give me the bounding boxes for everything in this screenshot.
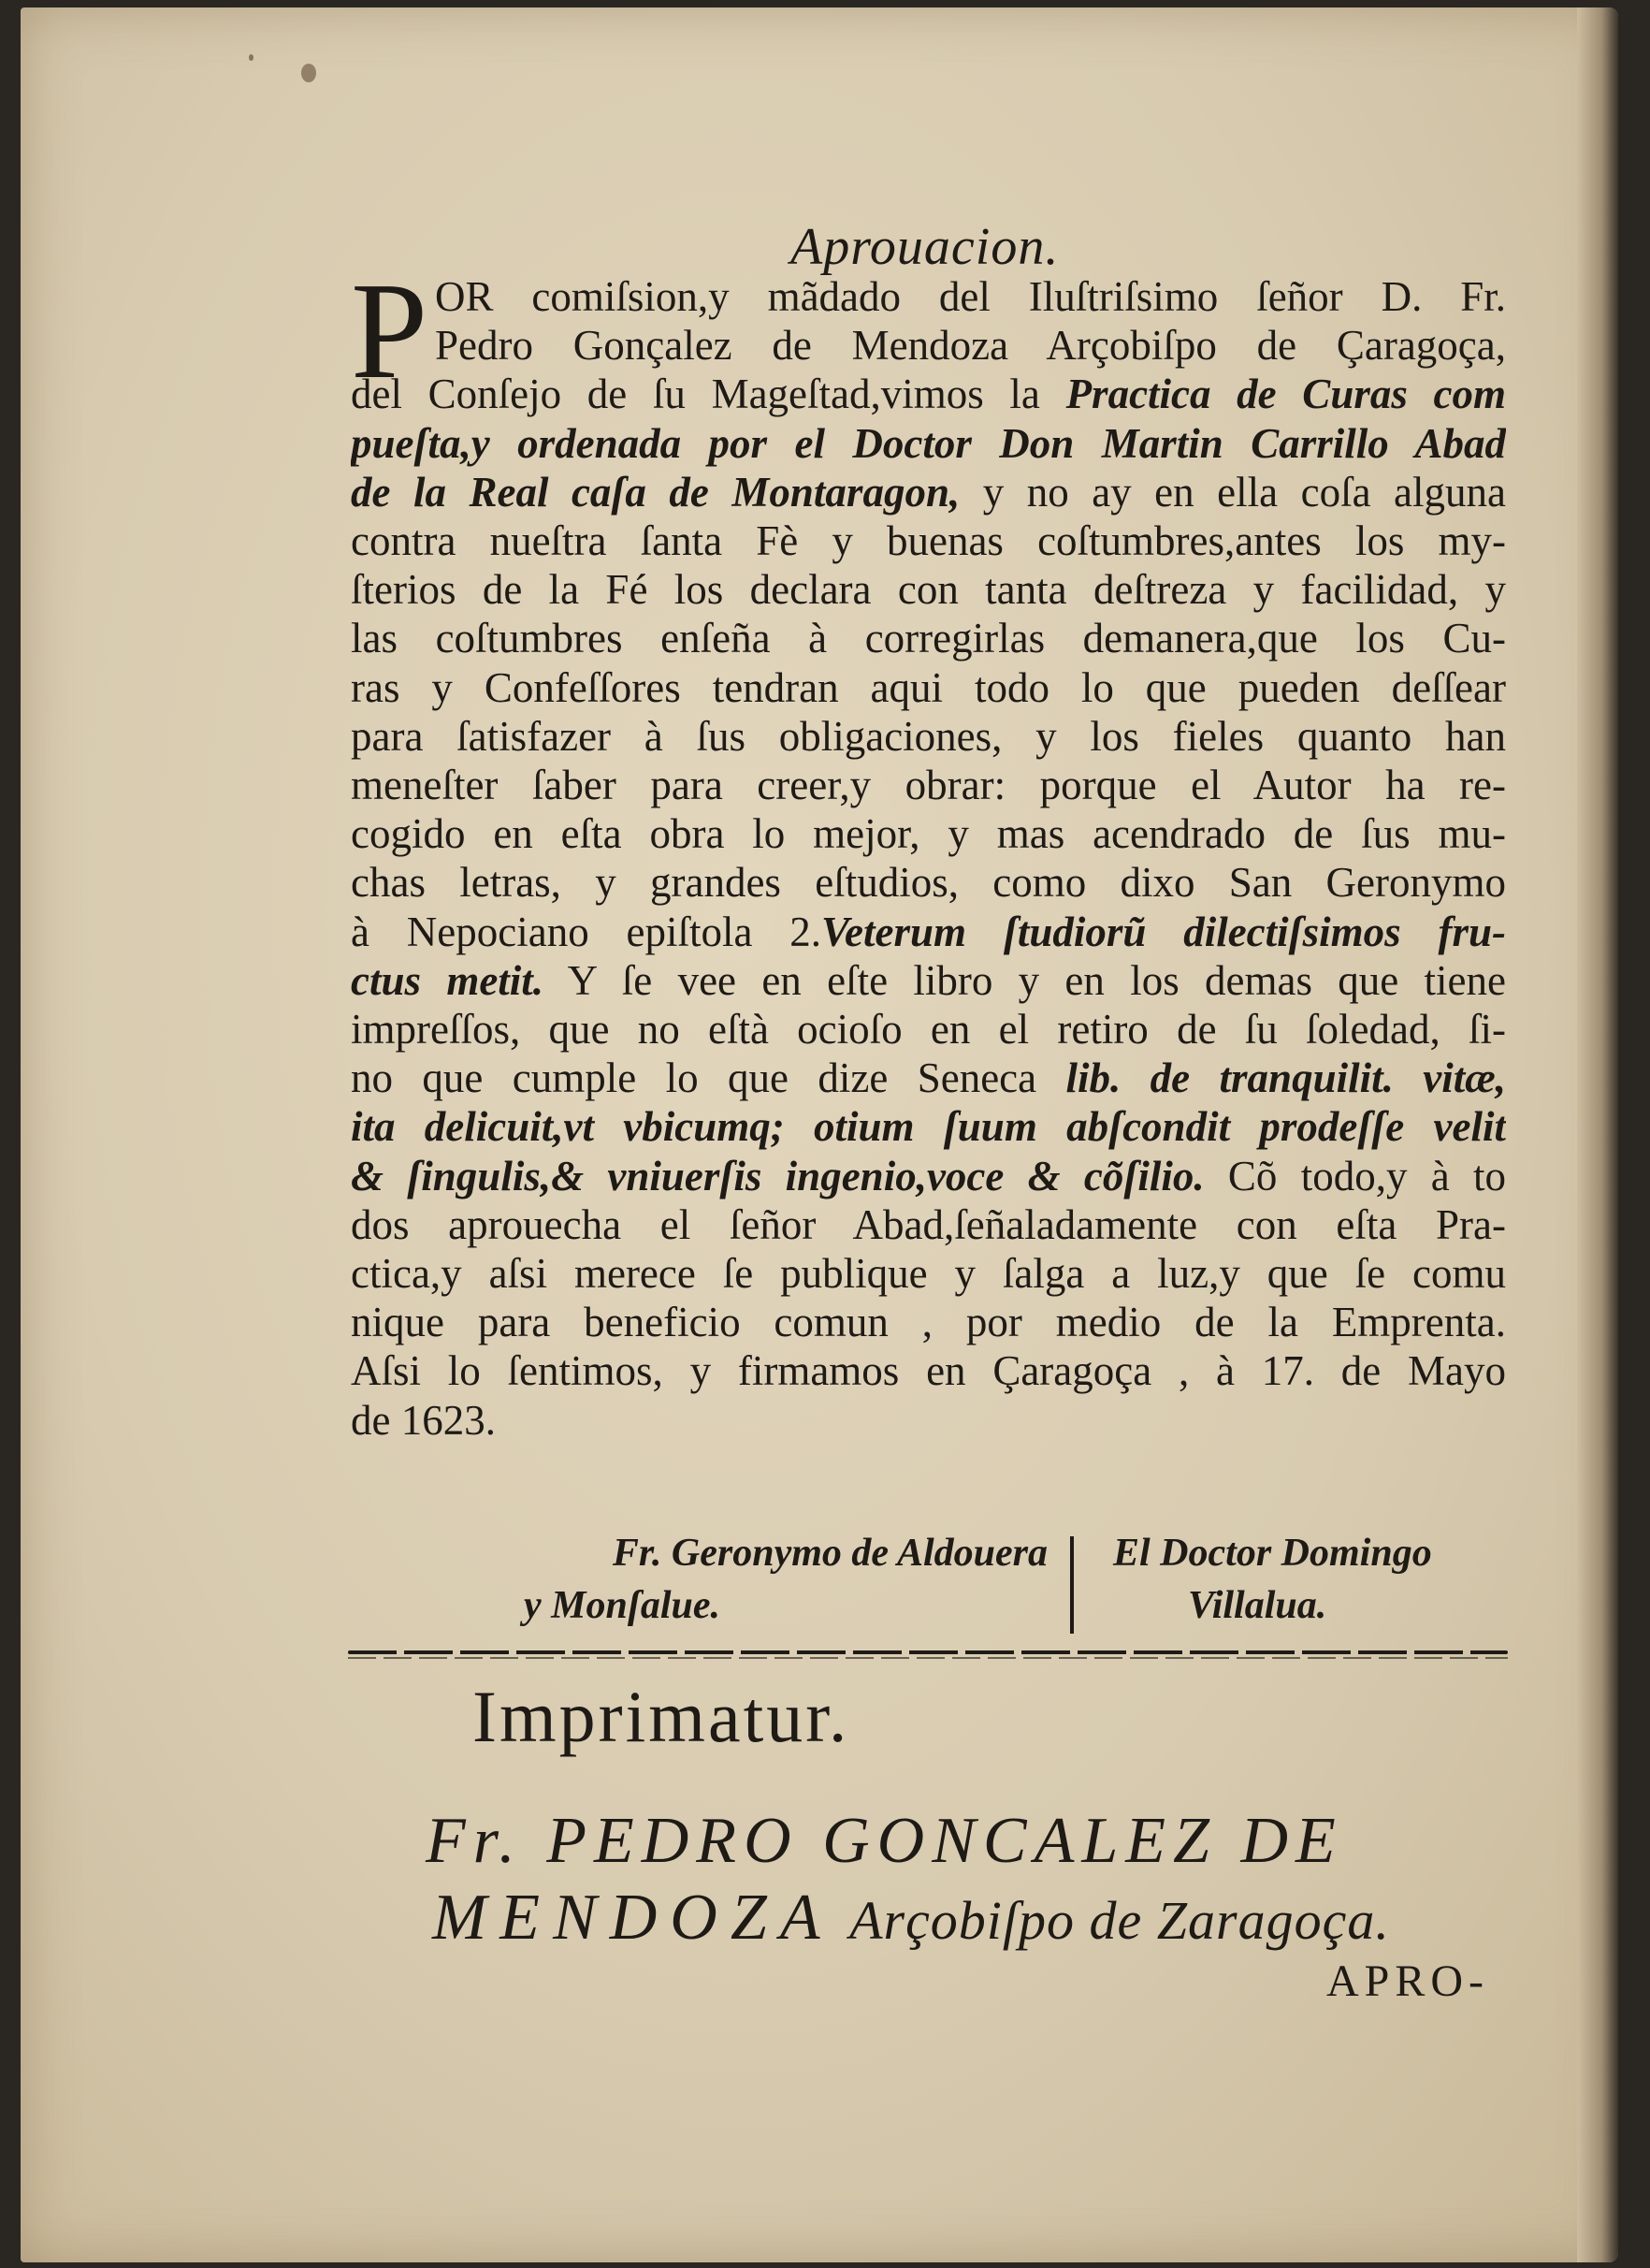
page-gutter-shadow [1577, 7, 1618, 2262]
archbishop-surname: MENDOZA [432, 1882, 833, 1954]
text-segment: Aſsi lo ſentimos, y firmamos en Çaragoça , à 17. de Mayo [351, 1347, 1506, 1395]
signature-right-line: Villalua. [1188, 1584, 1327, 1627]
signature-left [514, 1527, 1048, 1632]
text-segment: Cõ todo,y à to [1204, 1152, 1506, 1199]
text-line [351, 566, 1506, 615]
text-segment: del Conſejo de ſu Mageſtad,vimos la [351, 371, 1066, 418]
text-line [351, 810, 1506, 859]
text-line [351, 1347, 1506, 1396]
italic-text-segment: & ſingulis,& vniuerſis ingenio,voce & cõſilio. [351, 1152, 1205, 1199]
text-segment: impreſſos, que no eſtà ocioſo en el retiro de ſu ſoledad, ſi- [351, 1006, 1506, 1053]
decorative-rule [348, 1657, 1508, 1659]
text-segment: Pedro Gonçalez de Mendoza Arçobiſpo de Çaragoça, [435, 322, 1506, 370]
text-segment: las coſtumbres enſeña à corregirlas demanera,que los Cu- [351, 615, 1506, 662]
text-line [351, 1153, 1506, 1201]
text-segment: de 1623. [351, 1396, 496, 1444]
text-segment: à Nepociano epiſtola 2. [351, 908, 822, 955]
ink-stain [249, 54, 253, 61]
signature-divider [1070, 1536, 1074, 1634]
text-line [351, 469, 1506, 517]
text-line [351, 615, 1506, 663]
text-segment: nique para beneficio comun , por medio de la Emprenta. [351, 1299, 1506, 1346]
text-segment: dos aprouecha el ſeñor Abad,ſeñaladamente con eſta Pra- [351, 1200, 1506, 1248]
text-line [435, 322, 1506, 371]
imprimatur-heading: Imprimatur. [472, 1676, 850, 1757]
text-line [435, 273, 1506, 322]
italic-text-segment: lib. de tranquilit. vitæ, [1065, 1054, 1506, 1102]
text-line [351, 664, 1506, 713]
text-line [351, 420, 1506, 469]
text-segment: ctica,y aſsi merece ſe publique y ſalga a luz,y que ſe comu [351, 1250, 1506, 1297]
drop-cap: P [351, 254, 428, 408]
text-line [351, 713, 1506, 762]
text-line [351, 1103, 1506, 1152]
text-line [351, 517, 1506, 566]
ink-stain [301, 64, 316, 82]
text-segment: ſterios de la Fé los declara con tanta deſtreza y facilidad, y [351, 566, 1506, 614]
italic-text-segment: ita delicuit,vt vbicumq; otium ſuum abſcondit prodeſſe velit [351, 1103, 1506, 1151]
decorative-rule [348, 1650, 1508, 1654]
text-line [351, 957, 1506, 1006]
italic-text-segment: ctus metit. [351, 956, 544, 1004]
archbishop-title: Arçobiſpo de Zaragoça. [849, 1890, 1390, 1951]
text-segment: cogido en eſta obra lo mejor, y mas acendrado de ſus mu- [351, 810, 1506, 858]
text-segment: contra nueſtra ſanta Fè y buenas coſtumbres,antes los my- [351, 517, 1506, 564]
text-segment: meneſter ſaber para creer,y obrar: porque el Autor ha re- [351, 762, 1506, 808]
signature-left-line: Fr. Geronymo de Aldouera [612, 1532, 1048, 1575]
text-segment: y no ay en ella coſa alguna [960, 468, 1506, 516]
text-segment: para ſatisfazer à ſus obligaciones, y los fieles quanto han [351, 712, 1506, 760]
text-line [351, 762, 1506, 810]
italic-text-segment: pueſta,y ordenada por el Doctor Don Martin Carrillo Abad [351, 419, 1506, 467]
text-line [351, 1250, 1506, 1299]
signatures-block [514, 1527, 1506, 1639]
text-line [351, 1054, 1506, 1103]
page-heading: Aprouacion. [790, 218, 1060, 276]
text-line [351, 1201, 1506, 1250]
text-segment: Y ſe vee en eſte libro y en los demas que tiene [543, 956, 1506, 1004]
italic-text-segment: Veterum ſtudiorũ dilectiſsimos fru- [821, 908, 1506, 955]
text-segment: ras y Confeſſores tendran aqui todo lo que pueden deſſear [351, 663, 1506, 711]
text-line [351, 909, 1506, 957]
text-segment: OR comiſsion,y mãdado del Iluſtriſsimo ſeñor D. Fr. [435, 273, 1506, 320]
archbishop-signature-line [432, 1881, 1390, 1955]
text-line [351, 1299, 1506, 1347]
text-segment: chas letras, y grandes eſtudios, como dixo San Geronymo [351, 859, 1506, 907]
signature-right-line: El Doctor Domingo [1113, 1532, 1432, 1575]
italic-text-segment: de la Real caſa de Montaragon, [351, 468, 961, 516]
italic-text-segment: Practica de Curas com [1065, 371, 1506, 418]
signature-right [1113, 1527, 1506, 1632]
catchword: APRO- [1326, 1956, 1490, 2006]
text-line [351, 1397, 1506, 1446]
text-line [351, 371, 1506, 419]
signature-left-line: y Monſalue. [524, 1584, 720, 1627]
archbishop-signature-line: Fr. PEDRO GONCALEZ DE [426, 1805, 1343, 1877]
text-segment: no que cumple lo que dize Seneca [351, 1054, 1066, 1102]
text-line [351, 1006, 1506, 1054]
text-line [351, 859, 1506, 908]
